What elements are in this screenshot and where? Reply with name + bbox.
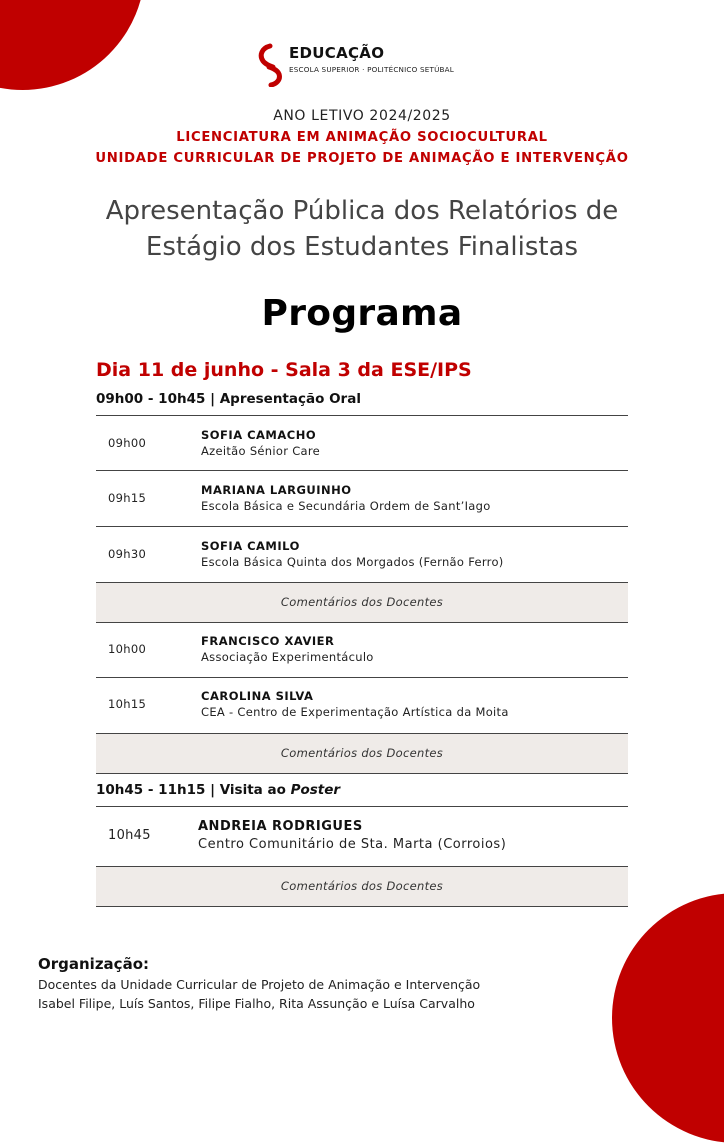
event-heading-line-2: Estágio dos Estudantes Finalistas xyxy=(145,232,579,262)
degree-title: LICENCIATURA EM ANIMAÇÃO SOCIOCULTURAL xyxy=(176,130,548,145)
internship-place: Centro Comunitário de Sta. Marta (Corroios) xyxy=(198,837,507,852)
divider xyxy=(96,526,628,527)
divider xyxy=(96,773,628,774)
faculty-comments: Comentários dos Docentes xyxy=(96,867,628,906)
curricular-unit-title: UNIDADE CURRICULAR DE PROJETO DE ANIMAÇÃO E INTERVENÇÃO xyxy=(95,151,629,166)
student-name: MARIANA LARGUINHO xyxy=(201,483,352,497)
row-time: 10h15 xyxy=(108,697,147,711)
decorative-circle-top-left xyxy=(0,0,145,90)
student-name: SOFIA CAMACHO xyxy=(201,428,317,442)
divider xyxy=(96,622,628,623)
student-name: ANDREIA RODRIGUES xyxy=(198,819,363,834)
student-name: FRANCISCO XAVIER xyxy=(201,634,335,648)
row-time: 09h15 xyxy=(108,491,147,505)
session-1-title: 09h00 - 10h45 | Apresentação Oral xyxy=(96,391,361,407)
row-time: 10h00 xyxy=(108,642,147,656)
academic-year: ANO LETIVO 2024/2025 xyxy=(273,108,451,124)
divider xyxy=(96,415,628,416)
internship-place: Associação Experimentáculo xyxy=(201,650,374,664)
faculty-comments: Comentários dos Docentes xyxy=(96,734,628,773)
faculty-comments: Comentários dos Docentes xyxy=(96,583,628,622)
internship-place: CEA - Centro de Experimentação Artística da Moita xyxy=(201,705,509,719)
decorative-circle-bottom-right xyxy=(612,893,724,1143)
day-location: Dia 11 de junho - Sala 3 da ESE/IPS xyxy=(96,359,472,381)
school-logo xyxy=(256,43,476,87)
divider xyxy=(96,806,628,807)
event-heading xyxy=(0,193,724,265)
logo-subtitle: ESCOLA SUPERIOR · POLITÉCNICO SETÚBAL xyxy=(289,65,454,74)
session-2-title xyxy=(96,782,340,798)
logo-mark-icon xyxy=(256,43,286,87)
internship-place: Azeitão Sénior Care xyxy=(201,444,321,458)
organization-title: Organização: xyxy=(38,955,149,973)
student-name: SOFIA CAMILO xyxy=(201,539,300,553)
event-heading-line-1: Apresentação Pública dos Relatórios de xyxy=(105,196,619,226)
divider xyxy=(96,906,628,907)
program-title: Programa xyxy=(261,293,463,334)
logo-title: EDUCAÇÃO xyxy=(289,44,385,62)
student-name: CAROLINA SILVA xyxy=(201,689,314,703)
session-2-title-text: 10h45 - 11h15 | Visita ao xyxy=(96,782,291,798)
divider xyxy=(96,470,628,471)
internship-place: Escola Básica Quinta dos Morgados (Fernão Ferro) xyxy=(201,555,504,569)
organization-line-2: Isabel Filipe, Luís Santos, Filipe Fialho, Rita Assunção e Luísa Carvalho xyxy=(38,996,475,1011)
internship-place: Escola Básica e Secundária Ordem de Sant’Iago xyxy=(201,499,491,513)
session-2-title-emphasis: Poster xyxy=(290,782,341,798)
organization-line-1: Docentes da Unidade Curricular de Projeto de Animação e Intervenção xyxy=(38,977,481,992)
row-time: 10h45 xyxy=(108,828,151,843)
divider xyxy=(96,677,628,678)
row-time: 09h00 xyxy=(108,436,147,450)
row-time: 09h30 xyxy=(108,547,147,561)
